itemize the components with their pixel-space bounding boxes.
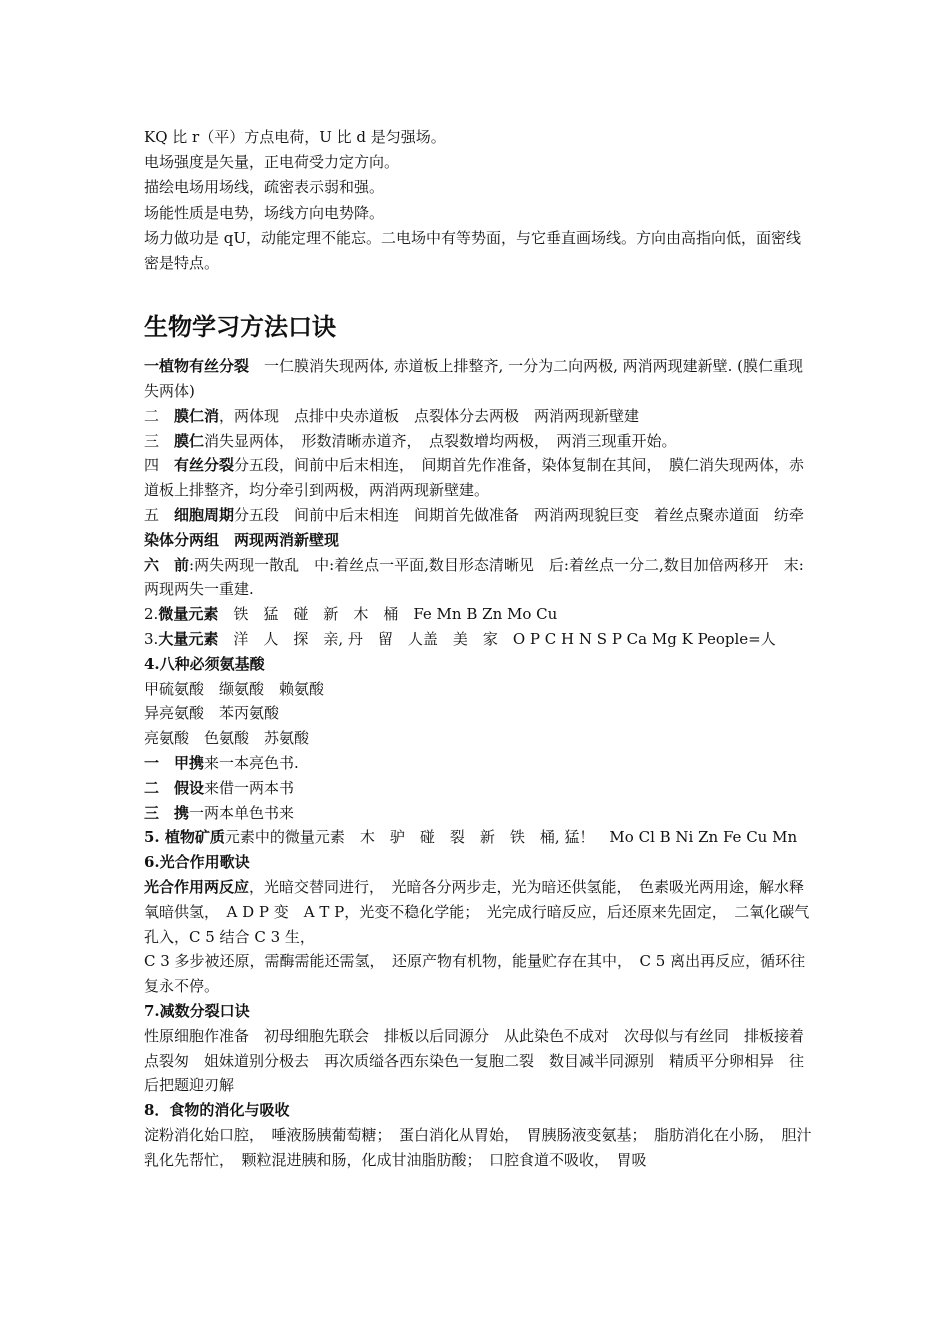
bold-label: 6.光合作用歌诀 (144, 853, 250, 872)
paragraph-text: 元素中的微量元素 木 驴 碰 裂 新 铁 桶, 猛！ Mo Cl B Ni Zn Fe Cu Mn (224, 828, 798, 847)
bold-label: 光合作用两反应 (144, 877, 250, 896)
paragraph-text: 来借一两本书 (204, 778, 295, 797)
bold-label: 一植物有丝分裂 (144, 357, 250, 376)
amino-acid-line: 亮氨酸 色氨酸 苏氨酸 (144, 729, 310, 748)
bold-label: 六 前 (144, 555, 190, 574)
paragraph-macro-elements (144, 627, 812, 652)
intro-line: 描绘电场用场线，疏密表示弱和强。 (144, 178, 385, 197)
paragraph-photosynthesis (144, 875, 812, 949)
paragraph-mitosis (144, 354, 812, 404)
amino-acid-line: 异亮氨酸 苯丙氨酸 (144, 704, 280, 723)
mnemonic-line (144, 801, 812, 826)
bold-label: 4.八种必须氨基酸 (144, 654, 265, 673)
section-title: 生物学习方法口诀 (144, 312, 336, 342)
paragraph-text: :两失两现一散乱 中:着丝点一平面,数目形态清晰见 后:着丝点一分二,数目加倍两移开 末:两现两失一重建. (144, 555, 804, 599)
paragraph-text: 来一本亮色书. (204, 753, 299, 772)
paragraph-num: 3. (144, 629, 159, 648)
bold-label: 二 假设 (144, 778, 205, 797)
paragraph-2 (144, 404, 812, 429)
paragraph-text: 消失显两体， 形数清晰赤道齐， 点裂数增均两极， 两消三现重开始。 (204, 431, 677, 450)
heading-amino-acids (144, 652, 812, 677)
paragraph-num: 五 (144, 506, 175, 524)
paragraph-num: 2. (144, 605, 159, 624)
bold-label: 5. 植物矿质 (144, 828, 225, 847)
bold-label: 7.减数分裂口诀 (144, 1001, 250, 1020)
paragraph-meiosis: 性原细胞作准备 初母细胞先联会 排板以后同源分 从此染色不成对 次母似与有丝同 排板接着点裂匆 姐妹道别分极去 再次质缢各西东染色一复胞二裂 数目减半同源别 精质平分卵相异 往后把题迎刃解 (144, 1026, 805, 1095)
paragraph-3 (144, 429, 812, 454)
bold-label: 染体分两组 两现两消新壁现 (144, 530, 340, 549)
paragraph-photosynthesis-2: C 3 多步被还原，需酶需能还需氢， 还原产物有机物，能量贮存在其中， C 5 离出再反应，循环往复永不停。 (144, 952, 806, 996)
paragraph-text: 洋 人 探 亲, 丹 留 人盖 美 家 O P C H N S P Ca Mg K People=人 (218, 629, 776, 648)
paragraph-5 (144, 503, 812, 553)
bold-label: 膜仁消 (174, 406, 220, 425)
amino-acid-line: 甲硫氨酸 缬氨酸 赖氨酸 (144, 679, 325, 698)
heading-digestion (144, 1098, 812, 1123)
paragraph-text: 一仁膜消失现两体, 赤道板上排整齐, 一分为二向两极, 两消两现建新壁. (膜仁重现失两体) (144, 357, 804, 401)
paragraph-num: 二 (144, 406, 175, 425)
bold-label: 三 携 (144, 803, 190, 822)
bold-label: 一 甲携 (144, 753, 205, 772)
paragraph-text: 铁 猛 碰 新 木 桶 Fe Mn B Zn Mo Cu (218, 605, 558, 624)
intro-line: KQ 比 r（平）方点电荷，U 比 d 是匀强场。 (144, 128, 446, 146)
document-page (144, 125, 812, 1173)
paragraph-text: ，光暗交替同进行， 光暗各分两步走，光为暗还供氢能， 色素吸光两用途，解水释氧暗供氢， A D P 变 A T P，光变不稳化学能； 光完成行暗反应，后还原来先固定， 二氧化碳气孔入，C 5 结合 C 3 生， (144, 877, 810, 946)
mnemonic-line (144, 751, 812, 776)
physics-intro (144, 125, 812, 276)
bold-label: 大量元素 (158, 629, 219, 648)
bold-label: 微量元素 (158, 605, 219, 624)
paragraph-digestion: 淀粉消化始口腔， 唾液肠胰葡萄糖； 蛋白消化从胃始， 胃胰肠液变氨基； 脂肪消化在小肠， 胆汁乳化先帮忙， 颗粒混进胰和肠，化成甘油脂肪酸； 口腔食道不吸收， 胃吸 (144, 1125, 812, 1169)
intro-line: 场能性质是电势，场线方向电势降。 (144, 203, 385, 222)
paragraph-text: 分五段 间前中后末相连 间期首先做准备 两消两现貌巨变 着丝点聚赤道面 纺牵 (234, 506, 805, 524)
paragraph-6 (144, 553, 812, 603)
paragraph-mineral (144, 825, 812, 850)
intro-line: 场力做功是 qU，动能定理不能忘。二电场中有等势面，与它垂直画场线。方向由高指向低，面密线密是特点。 (144, 228, 802, 273)
heading-meiosis (144, 999, 812, 1024)
bold-label: 膜仁 (174, 431, 205, 450)
intro-line: 电场强度是矢量，正电荷受力定方向。 (144, 153, 400, 172)
bold-label: 细胞周期 (174, 506, 235, 524)
bold-label: 有丝分裂 (174, 456, 235, 475)
paragraph-4 (144, 453, 812, 503)
paragraph-text: 分五段，间前中后末相连， 间期首先作准备，染体复制在其间， 膜仁消失现两体，赤道板上排整齐，均分牵引到两极，两消两现新壁建。 (144, 456, 805, 500)
heading-photosynthesis (144, 850, 812, 875)
paragraph-num: 四 (144, 456, 175, 475)
bold-label: 8．食物的消化与吸收 (144, 1101, 290, 1120)
paragraph-text: 一两本单色书来 (189, 803, 295, 822)
paragraph-text: ，两体现 点排中央赤道板 点裂体分去两极 两消两现新壁建 (219, 406, 640, 425)
paragraph-num: 三 (144, 431, 175, 450)
paragraph-trace-elements (144, 602, 812, 627)
mnemonic-line (144, 776, 812, 801)
